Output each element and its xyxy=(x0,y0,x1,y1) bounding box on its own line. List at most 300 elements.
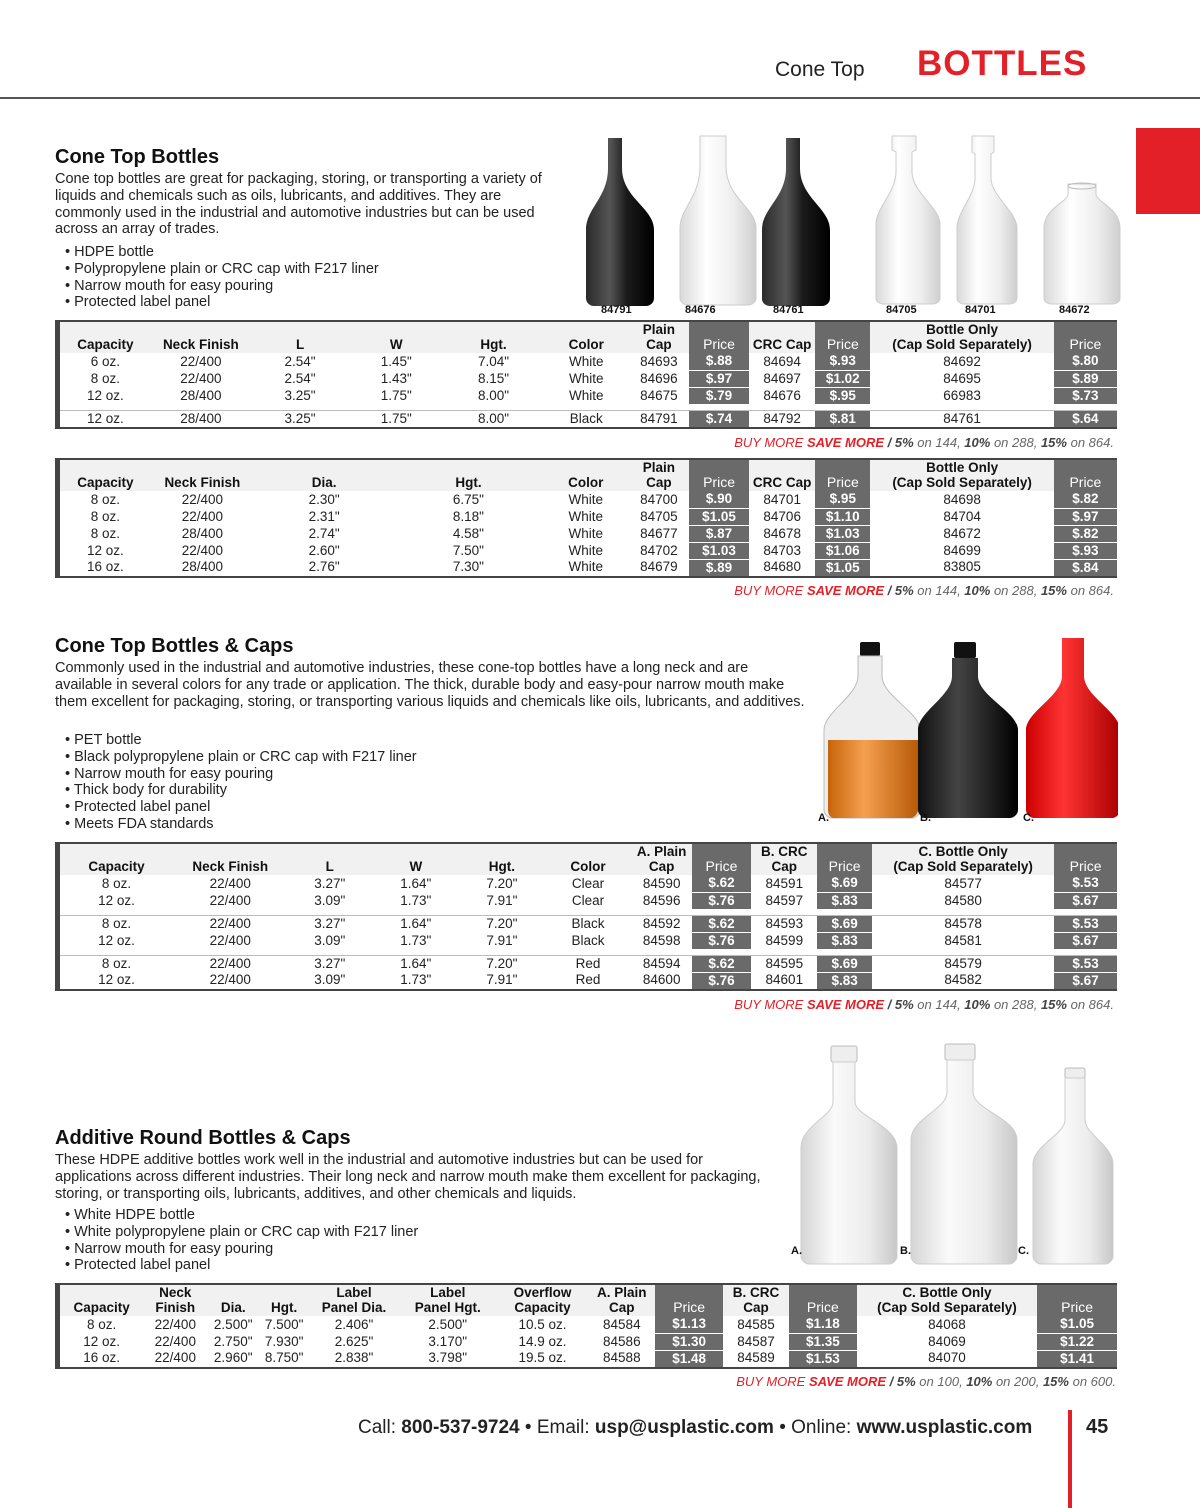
cell: 22/400 xyxy=(180,353,222,369)
col-header: Hgt. xyxy=(259,1284,309,1316)
price-cell: $1.06 xyxy=(815,542,870,559)
col-header-price: Price xyxy=(1054,459,1117,491)
cell: 2.838" xyxy=(334,1350,374,1366)
table-row xyxy=(58,892,1118,909)
col-header-price: Price xyxy=(655,1284,723,1316)
qty: 200 xyxy=(1014,1374,1036,1389)
table-row xyxy=(58,1316,1118,1333)
qty: 144 xyxy=(935,435,958,450)
cell: 84700 xyxy=(640,491,678,507)
price-cell: $.67 xyxy=(1054,972,1117,990)
col-header-price: Price xyxy=(1054,321,1117,353)
cell: 2.750" xyxy=(213,1333,253,1349)
table-row xyxy=(58,491,1118,508)
price-cell: $.83 xyxy=(817,892,872,909)
cell: 10.5 oz. xyxy=(518,1316,567,1332)
cell: 3.25" xyxy=(284,387,316,403)
sep: , xyxy=(957,435,965,450)
price-cell: $.95 xyxy=(815,491,870,508)
cell: 8.18" xyxy=(452,508,484,524)
col-header-line: C. Bottle Only xyxy=(918,844,1008,859)
sep: , xyxy=(1033,997,1041,1012)
cell: 8 oz. xyxy=(90,525,120,541)
col-header-price: Price xyxy=(789,1284,857,1316)
cell: 84070 xyxy=(928,1350,966,1366)
cell: 84692 xyxy=(943,353,981,369)
sku-label: 84701 xyxy=(965,304,996,316)
col-header: W xyxy=(372,843,460,875)
col-header: W xyxy=(349,321,443,353)
image-label: A. xyxy=(818,812,829,824)
price-table-cone-top-1 xyxy=(55,320,1117,429)
col-header: A. Plain Cap xyxy=(632,843,692,875)
price-cell: $.74 xyxy=(689,410,749,428)
col-header-line: (Cap Sold Separately) xyxy=(877,1300,1017,1315)
cell: 2.76" xyxy=(308,559,340,575)
save-more-text: SAVE MORE xyxy=(806,997,885,1012)
pct: 15% xyxy=(1042,1374,1069,1389)
cell: 1.45" xyxy=(380,353,412,369)
col-header-line: Panel Hgt. xyxy=(414,1300,481,1315)
cell: 8 oz. xyxy=(90,491,120,507)
table-row xyxy=(58,955,1118,972)
price-cell: $.83 xyxy=(817,972,872,990)
cell: 84599 xyxy=(765,932,804,948)
cell: 84702 xyxy=(640,542,678,558)
feature-item: • HDPE bottle xyxy=(65,244,379,261)
cell: 3.27" xyxy=(287,915,372,932)
price-table-cone-top-2 xyxy=(55,458,1117,578)
cell: 84581 xyxy=(944,932,982,948)
col-header: Color xyxy=(543,459,629,491)
price-cell: $.90 xyxy=(689,491,749,508)
feature-item: • Narrow mouth for easy pouring xyxy=(65,278,379,295)
cell: 84791 xyxy=(629,410,689,428)
cell: 84589 xyxy=(737,1350,775,1366)
price-cell: $1.05 xyxy=(689,508,749,525)
price-cell: $1.48 xyxy=(655,1350,723,1368)
cell: 84586 xyxy=(603,1333,641,1349)
cell: 84068 xyxy=(928,1316,966,1332)
cell: 2.74" xyxy=(308,525,340,541)
sep: , xyxy=(959,1374,967,1389)
cell: 84696 xyxy=(640,370,678,386)
cell: 84587 xyxy=(737,1333,775,1349)
col-header: Dia. xyxy=(254,459,394,491)
image-label: B. xyxy=(920,812,931,824)
col-header-price: Price xyxy=(692,843,752,875)
section-title: Additive Round Bottles & Caps xyxy=(55,1127,351,1149)
price-cell: $.93 xyxy=(1054,542,1117,559)
col-header-line: Capacity xyxy=(514,1300,571,1315)
feature-item: • Protected label panel xyxy=(65,1257,418,1274)
col-header: Dia. xyxy=(207,1284,259,1316)
price-cell: $.83 xyxy=(817,932,872,949)
col-header-line: Bottle Only xyxy=(926,460,999,475)
table-row xyxy=(58,525,1118,542)
col-header: Neck Finish xyxy=(151,459,254,491)
cell: 2.500" xyxy=(428,1316,467,1332)
cell: 12 oz. xyxy=(98,972,135,988)
price-cell: $1.13 xyxy=(655,1316,723,1333)
on: on xyxy=(913,997,936,1012)
col-header-line: Panel Dia. xyxy=(321,1300,387,1315)
cell: 4.58" xyxy=(452,525,484,541)
cell: Black xyxy=(544,410,629,428)
on: on xyxy=(1066,435,1089,450)
website-link[interactable]: www.usplastic.com xyxy=(856,1417,1033,1438)
sep: / xyxy=(884,435,895,450)
qty: 144 xyxy=(935,583,958,598)
call-label: Call: xyxy=(358,1417,402,1438)
cell: 84594 xyxy=(632,955,692,972)
cell: 84677 xyxy=(640,525,678,541)
section-tab xyxy=(1136,128,1200,214)
cell: 84697 xyxy=(763,370,801,386)
sep: / xyxy=(886,1374,897,1389)
sep: / xyxy=(884,997,895,1012)
sep: , xyxy=(1035,1374,1043,1389)
cell: 84578 xyxy=(872,915,1054,932)
price-cell: $.97 xyxy=(1054,508,1117,525)
cell: Black xyxy=(571,932,605,948)
price-cell: $.62 xyxy=(692,875,752,892)
col-header: Hgt. xyxy=(394,459,542,491)
price-cell: $.82 xyxy=(1054,491,1117,508)
cell: 84703 xyxy=(763,542,801,558)
cell: 16 oz. xyxy=(86,559,124,575)
feature-item: • Polypropylene plain or CRC cap with F217 liner xyxy=(65,261,379,278)
col-header: Color xyxy=(544,843,632,875)
cell: 1.64" xyxy=(400,875,432,891)
price-cell: $1.05 xyxy=(815,559,870,577)
col-header: Capacity xyxy=(58,1284,144,1316)
price-cell: $.87 xyxy=(689,525,749,542)
cell: White xyxy=(568,542,603,558)
cell: 84595 xyxy=(751,955,817,972)
cell: 84698 xyxy=(943,491,981,507)
qty: 600 xyxy=(1090,1374,1113,1389)
table-row xyxy=(58,1350,1118,1368)
qty: 864 xyxy=(1088,583,1111,598)
volume-discount-note xyxy=(734,997,1114,1012)
col-header-line: Finish xyxy=(155,1300,196,1315)
cell: 8 oz. xyxy=(101,875,132,891)
cell: 1.73" xyxy=(400,972,432,988)
page-number: 45 xyxy=(1086,1416,1109,1438)
col-header xyxy=(143,1284,207,1316)
cell: 84695 xyxy=(943,370,981,386)
cell: 12 oz. xyxy=(98,932,135,948)
col-header: L xyxy=(251,321,349,353)
cell: 84679 xyxy=(640,559,678,575)
col-header xyxy=(497,1284,589,1316)
footer-divider xyxy=(1068,1410,1072,1508)
cell: White xyxy=(568,525,603,541)
pct: 15% xyxy=(1040,997,1067,1012)
price-table-cone-top-caps xyxy=(55,842,1117,991)
sep: / xyxy=(884,583,895,598)
feature-item: • White HDPE bottle xyxy=(65,1207,418,1224)
cell: 22/400 xyxy=(173,915,287,932)
on: on xyxy=(1066,583,1089,598)
cell: 8.15" xyxy=(477,370,510,386)
col-header: B. CRC Cap xyxy=(723,1284,789,1316)
phone-number[interactable]: 800-537-9724 xyxy=(401,1417,520,1438)
cell: 22/400 xyxy=(181,491,223,507)
price-cell: $.89 xyxy=(689,559,749,577)
table-row xyxy=(58,353,1118,370)
cell: 12 oz. xyxy=(58,410,151,428)
qty: 288 xyxy=(1012,435,1034,450)
cell: 1.75" xyxy=(349,410,443,428)
cell: 84588 xyxy=(603,1350,641,1366)
price-cell: $1.05 xyxy=(1037,1316,1117,1333)
cell: 84596 xyxy=(642,892,681,908)
cell: 22/400 xyxy=(180,370,222,386)
price-cell: $.89 xyxy=(1054,370,1117,387)
cell: 8 oz. xyxy=(90,508,120,524)
section-subtitle: Cone Top xyxy=(775,58,865,81)
col-header: Color xyxy=(544,321,629,353)
cell: 84579 xyxy=(872,955,1054,972)
cell: 14.9 oz. xyxy=(518,1333,567,1349)
cell: 8.00" xyxy=(443,410,543,428)
col-header: Hgt. xyxy=(443,321,543,353)
on: on xyxy=(990,583,1013,598)
cell: White xyxy=(568,559,603,575)
cell: 22/400 xyxy=(181,508,223,524)
section-description: Commonly used in the industrial and automotive industries, these cone-top bottles have a long neck and are available in several colors for any trade or application. The thick, durable body and easy-pour narrow mouth make them excellent for packaging, storing, or transporting various liquids and chemicals like oils, lubricants, and additives. xyxy=(55,660,805,710)
price-cell: $.93 xyxy=(815,353,870,370)
col-header: Neck Finish xyxy=(173,843,287,875)
cell: 8 oz. xyxy=(58,915,174,932)
sep: , xyxy=(1033,435,1041,450)
cell: 7.91" xyxy=(486,892,518,908)
price-cell: $.73 xyxy=(1054,387,1117,404)
category-title: BOTTLES xyxy=(917,44,1088,83)
price-cell: $1.02 xyxy=(815,370,870,387)
save-more-text: SAVE MORE xyxy=(808,1374,887,1389)
cell: 22/400 xyxy=(154,1316,196,1332)
email-link[interactable]: usp@usplastic.com xyxy=(594,1417,774,1438)
cell: 2.60" xyxy=(308,542,340,558)
section-description: These HDPE additive bottles work well in the industrial and automotive industries but can be used for applications across different industries. Their long neck and narrow mouth make them excellent for packaging, storing, or transporting oils, lubricants, additives, and other chemicals and liquids. xyxy=(55,1152,761,1202)
on: on xyxy=(992,1374,1015,1389)
price-cell: $1.10 xyxy=(815,508,870,525)
cell: 7.930" xyxy=(264,1333,304,1349)
end: . xyxy=(1112,1374,1116,1389)
col-header xyxy=(872,843,1054,875)
cell: 3.09" xyxy=(314,932,346,948)
cell: 84582 xyxy=(944,972,982,988)
feature-list xyxy=(65,732,417,833)
col-header-price: Price xyxy=(689,321,749,353)
col-header-line: Label xyxy=(430,1285,466,1300)
cell: 7.50" xyxy=(452,542,484,558)
cell: 22/400 xyxy=(209,932,251,948)
col-header: CRC Cap xyxy=(749,321,815,353)
sku-label: 84761 xyxy=(773,304,804,316)
pct: 5% xyxy=(894,435,914,450)
cell: 84705 xyxy=(640,508,678,524)
feature-item: • Black polypropylene plain or CRC cap with F217 liner xyxy=(65,749,417,766)
cell: 22/400 xyxy=(209,972,251,988)
cell: 84577 xyxy=(944,875,982,891)
feature-item: • PET bottle xyxy=(65,732,417,749)
table-row xyxy=(58,875,1118,892)
table-row xyxy=(58,387,1118,404)
cell: 2.31" xyxy=(308,508,340,524)
cell: 84694 xyxy=(763,353,801,369)
cell: 3.09" xyxy=(314,972,346,988)
on: on xyxy=(913,583,936,598)
save-more-text: SAVE MORE xyxy=(806,583,885,598)
feature-list xyxy=(65,244,379,311)
cell: 7.500" xyxy=(264,1316,304,1332)
col-header-price: Price xyxy=(817,843,872,875)
col-header-line: Neck xyxy=(159,1285,192,1300)
pct: 15% xyxy=(1040,583,1067,598)
cell: White xyxy=(568,387,604,403)
price-cell: $.64 xyxy=(1054,410,1117,428)
on: on xyxy=(913,435,936,450)
cell: 12 oz. xyxy=(86,387,124,403)
image-label: C. xyxy=(1018,1245,1029,1257)
col-header xyxy=(857,1284,1037,1316)
col-header-line: (Cap Sold Separately) xyxy=(893,859,1033,874)
cell: 28/400 xyxy=(181,525,223,541)
cell: 84591 xyxy=(765,875,804,891)
price-cell: $.62 xyxy=(692,915,752,932)
price-cell: $.76 xyxy=(692,932,752,949)
cell: 2.500" xyxy=(213,1316,253,1332)
price-cell: $.82 xyxy=(1054,525,1117,542)
price-cell: $.67 xyxy=(1054,932,1117,949)
qty: 288 xyxy=(1012,997,1034,1012)
cell: 7.91" xyxy=(486,972,518,988)
pct: 10% xyxy=(964,583,991,598)
cell: 28/400 xyxy=(151,410,251,428)
price-cell: $1.35 xyxy=(789,1333,857,1350)
cell: 84598 xyxy=(642,932,681,948)
cell: Clear xyxy=(571,892,605,908)
on: on xyxy=(1066,997,1089,1012)
cell: 84584 xyxy=(603,1316,641,1332)
cell: White xyxy=(568,508,603,524)
col-header-line: C. Bottle Only xyxy=(902,1285,992,1300)
cell: 1.43" xyxy=(380,370,412,386)
buy-more-text: BUY MORE xyxy=(734,435,807,450)
col-header-line: (Cap Sold Separately) xyxy=(892,337,1032,352)
table-row xyxy=(58,915,1118,932)
cell: 2.406" xyxy=(334,1316,374,1332)
end: . xyxy=(1110,583,1114,598)
volume-discount-note xyxy=(734,435,1114,450)
qty: 144 xyxy=(935,997,958,1012)
feature-list xyxy=(65,1207,418,1274)
cell: 7.04" xyxy=(477,353,510,369)
col-header xyxy=(399,1284,497,1316)
qty: 288 xyxy=(1012,583,1034,598)
cell: 7.91" xyxy=(486,932,518,948)
pct: 5% xyxy=(896,1374,916,1389)
cell: 1.73" xyxy=(400,892,432,908)
cell: 19.5 oz. xyxy=(518,1350,567,1366)
cell: 28/400 xyxy=(180,387,222,403)
on: on xyxy=(990,435,1013,450)
price-cell: $1.03 xyxy=(815,525,870,542)
cell: 84792 xyxy=(749,410,815,428)
cell: 84704 xyxy=(943,508,981,524)
price-cell: $1.18 xyxy=(789,1316,857,1333)
cell: White xyxy=(568,370,604,386)
cell: 84675 xyxy=(640,387,678,403)
cell: 2.960" xyxy=(213,1350,253,1366)
cell: 7.20" xyxy=(486,875,518,891)
sep: , xyxy=(957,583,965,598)
feature-item: • Narrow mouth for easy pouring xyxy=(65,1241,418,1258)
volume-discount-note xyxy=(736,1374,1116,1389)
col-header-price: Price xyxy=(815,321,870,353)
feature-item: • Protected label panel xyxy=(65,799,417,816)
price-cell: $1.22 xyxy=(1037,1333,1117,1350)
price-cell: $1.30 xyxy=(655,1333,723,1350)
col-header: Hgt. xyxy=(460,843,545,875)
on: on xyxy=(990,997,1013,1012)
table-row xyxy=(58,370,1118,387)
price-cell: $.95 xyxy=(815,387,870,404)
feature-item: • Meets FDA standards xyxy=(65,816,417,833)
cell: Clear xyxy=(571,875,605,891)
pct: 5% xyxy=(894,583,914,598)
table-row xyxy=(58,1333,1118,1350)
col-header-line: Bottle Only xyxy=(926,322,999,337)
cell: Red xyxy=(544,955,632,972)
cell: 12 oz. xyxy=(83,1333,121,1349)
col-header-line: Overflow xyxy=(513,1285,572,1300)
cell: 3.27" xyxy=(314,875,346,891)
cell: 84672 xyxy=(943,525,981,541)
cell: 22/400 xyxy=(173,955,287,972)
col-header: Plain Cap xyxy=(629,459,689,491)
col-header: L xyxy=(287,843,372,875)
image-label: B. xyxy=(900,1245,911,1257)
sku-label: 84672 xyxy=(1059,304,1090,316)
price-cell: $.53 xyxy=(1054,875,1117,892)
cell: 84592 xyxy=(632,915,692,932)
image-label: C. xyxy=(1023,812,1034,824)
cell: 7.20" xyxy=(460,915,545,932)
footer-contact xyxy=(358,1417,1032,1439)
image-label: A. xyxy=(791,1245,802,1257)
qty: 864 xyxy=(1088,997,1111,1012)
buy-more-text: BUY MORE xyxy=(734,583,807,598)
cell: 84680 xyxy=(763,559,801,575)
col-header-price: Price xyxy=(815,459,870,491)
feature-item: • Narrow mouth for easy pouring xyxy=(65,766,417,783)
price-cell: $.67 xyxy=(1054,892,1117,909)
sep: , xyxy=(1033,583,1041,598)
price-cell: $.84 xyxy=(1054,559,1117,577)
cell: 1.75" xyxy=(380,387,412,403)
cell: 83805 xyxy=(943,559,981,575)
cell: White xyxy=(568,353,604,369)
cell: 3.798" xyxy=(428,1350,467,1366)
table-row xyxy=(58,559,1118,577)
cell: 3.25" xyxy=(251,410,349,428)
pct: 5% xyxy=(894,997,914,1012)
